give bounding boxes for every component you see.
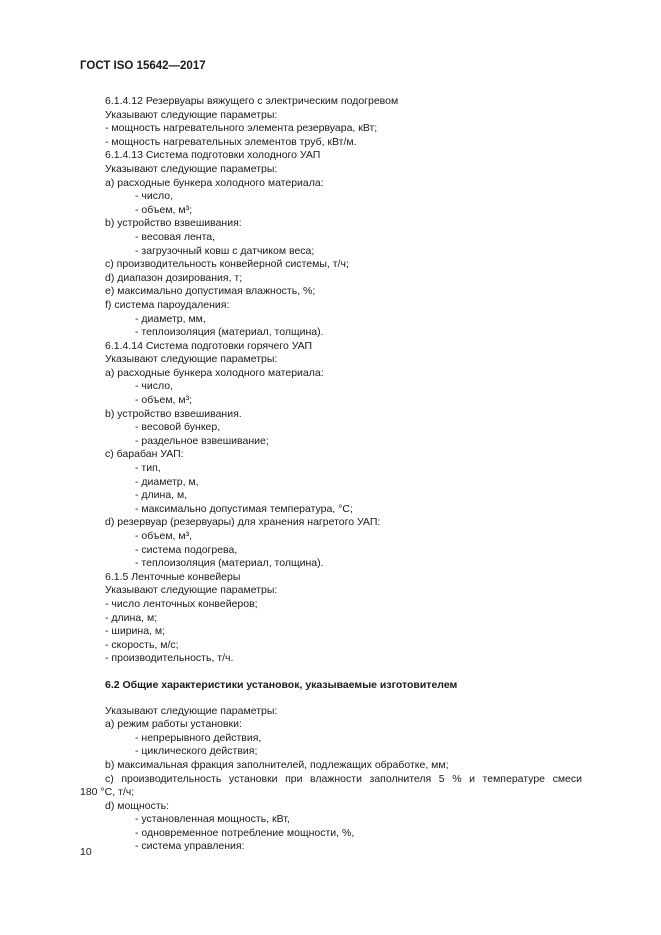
text-line: - одновременное потребление мощности, %, <box>135 826 355 839</box>
text-line: - объем, м³; <box>135 394 193 407</box>
text-line: 180 °C, т/ч; <box>80 786 135 799</box>
page-number: 10 <box>80 846 92 858</box>
text-line: - производительность, т/ч. <box>105 652 234 665</box>
text-line: Указывают следующие параметры: <box>105 353 278 366</box>
text-line: - теплоизоляция (материал, толщина). <box>135 557 324 570</box>
text-line: - весовая лента, <box>135 230 216 243</box>
text-line: d) диапазон дозирования, т; <box>105 271 243 284</box>
text-line: - мощность нагревательных элементов труб, кВт/м. <box>105 135 357 148</box>
text-line: 6.1.4.14 Система подготовки горячего УАП <box>105 339 313 352</box>
text-line: - теплоизоляция (материал, толщина). <box>135 326 324 339</box>
text-line: - число, <box>135 190 174 203</box>
text-line: a) расходные бункера холодного материала: <box>105 176 324 189</box>
text-line: Указывают следующие параметры: <box>105 704 278 717</box>
document-header: ГОСТ ISO 15642—2017 <box>80 60 206 72</box>
text-line: - диаметр, м, <box>135 475 199 488</box>
text-line: 6.1.4.12 Резервуары вяжущего с электрическим подогревом <box>105 95 399 107</box>
text-line: - длина, м; <box>105 611 158 624</box>
text-line: a) расходные бункера холодного материала: <box>105 366 324 379</box>
text-line: - мощность нагревательного элемента резервуара, кВт; <box>105 122 378 135</box>
section-heading: 6.2 Общие характеристики установок, указываемые изготовителем <box>105 678 458 691</box>
text-line: Указывают следующие параметры: <box>105 108 278 121</box>
text-line: b) устройство взвешивания. <box>105 407 242 420</box>
text-line: - система подогрева, <box>135 543 238 556</box>
text-line: c) барабан УАП: <box>105 448 184 461</box>
text-line: 6.1.4.13 Система подготовки холодного УАП <box>105 149 321 162</box>
text-line: Указывают следующие параметры: <box>105 162 278 175</box>
document-body <box>80 95 582 854</box>
text-line: - непрерывного действия, <box>135 731 262 744</box>
text-line: e) максимально допустимая влажность, %; <box>105 285 316 298</box>
text-line: - циклического действия; <box>135 745 258 758</box>
text-line: f) система пароудаления: <box>105 298 230 311</box>
text-line: - число, <box>135 380 174 393</box>
text-line: - тип, <box>135 462 161 475</box>
text-line: - раздельное взвешивание; <box>135 434 269 447</box>
text-line: a) режим работы установки: <box>105 718 242 731</box>
text-line: - диаметр, мм, <box>135 312 206 325</box>
text-line: 6.1.5 Ленточные конвейеры <box>105 570 241 583</box>
text-line: d) мощность: <box>105 799 170 812</box>
text-line: - система управления: <box>135 840 245 853</box>
text-line: - объем, м³, <box>135 530 193 542</box>
text-line: c) производительность конвейерной системы, т/ч; <box>105 258 349 271</box>
text-line: d) резервуар (резервуары) для хранения нагретого УАП: <box>105 516 381 529</box>
text-line: b) максимальная фракция заполнителей, подлежащих обработке, мм; <box>105 758 449 771</box>
text-line: - установленная мощность, кВт, <box>135 813 290 826</box>
text-line: Указывают следующие параметры: <box>105 584 278 597</box>
text-line: b) устройство взвешивания: <box>105 217 242 230</box>
text-line: - число ленточных конвейеров; <box>105 597 258 610</box>
text-line: c) производительность установки при влажности заполнителя 5 % и температуре смеси <box>105 772 582 785</box>
text-line: - весовой бункер, <box>135 421 221 434</box>
text-line: - ширина, м; <box>105 625 166 638</box>
text-line: - длина, м, <box>135 489 188 502</box>
text-line: - максимально допустимая температура, °C; <box>135 502 353 515</box>
text-line: - загрузочный ковш с датчиком веса; <box>135 244 315 257</box>
text-line: - скорость, м/с; <box>105 638 179 651</box>
text-line: - объем, м³; <box>135 203 193 216</box>
